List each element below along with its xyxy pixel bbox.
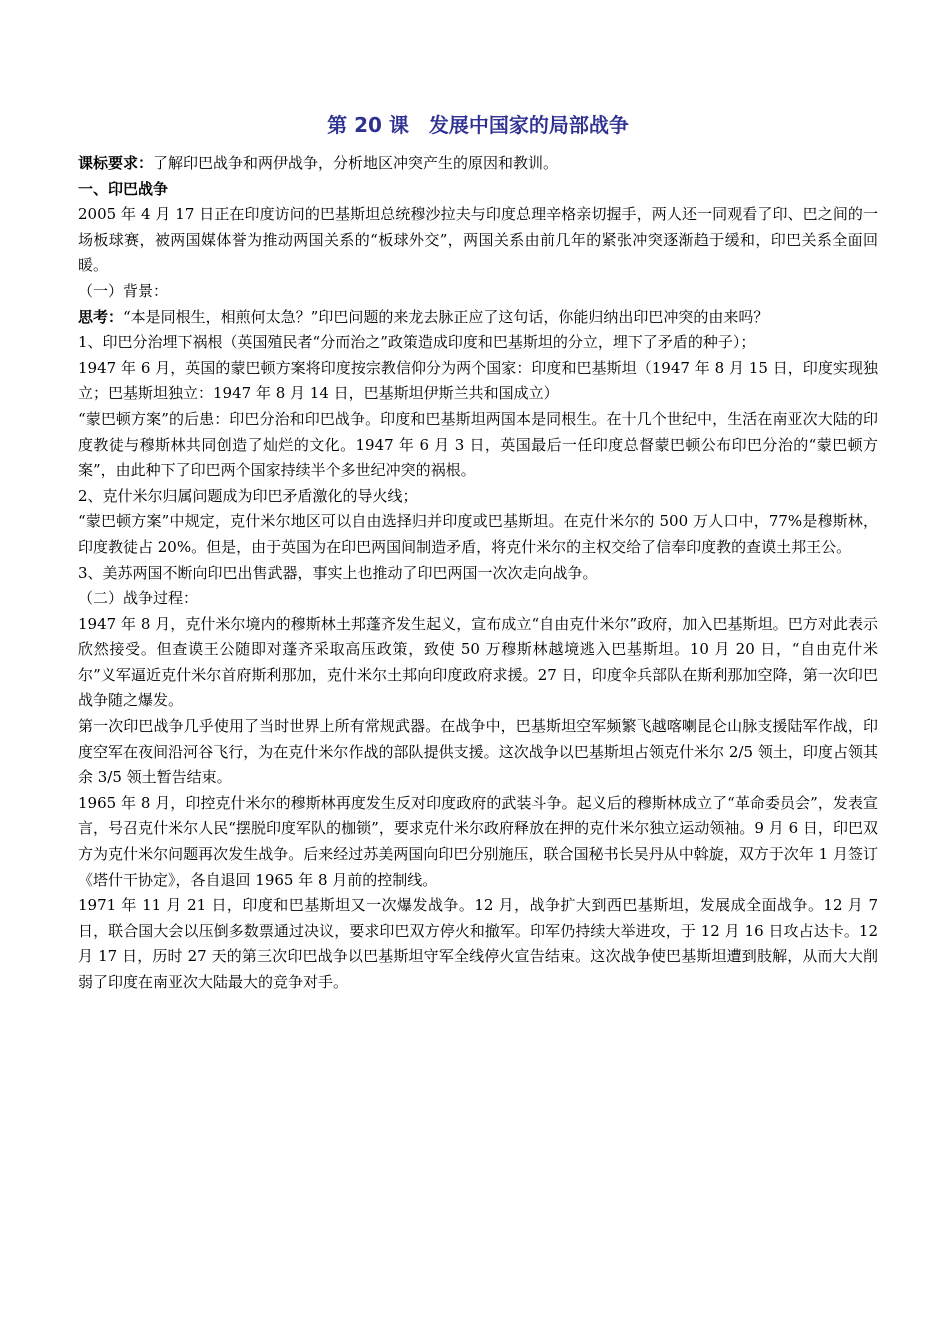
- war-3: 1971 年 11 月 21 日，印度和巴基斯坦又一次爆发战争。12 月，战争扩大到西巴基斯坦，发展成全面战争。12 月 7 日，联合国大会以压倒多数票通过决议，要求印巴双方停火和撤军。印军仍持续大举进攻，于 12 月 16 日攻占达卡。12 月 17 日，历时 27 天的第三次印巴战争以巴基斯坦守军全线停火宣告结束。这次战争使巴基斯坦遭到肢解，从而大大削弱了印度在南亚次大陆最大的竞争对手。: [78, 896, 878, 991]
- point-3: 3、美苏两国不断向印巴出售武器，事实上也推动了印巴两国一次次走向战争。: [78, 563, 598, 582]
- think-label: 思考：: [78, 307, 124, 326]
- point-1: 1、印巴分治埋下祸根（英国殖民者“分而治之”政策造成印度和巴基斯坦的分立，埋下了矛盾的种子）；: [78, 333, 756, 352]
- war-1-detail: 第一次印巴战争几乎使用了当时世界上所有常规武器。在战争中，巴基斯坦空军频繁飞越喀喇昆仑山脉支援陆军作战，印度空军在夜间沿河谷飞行，为在克什米尔作战的部队提供支援。这次战争以巴基斯坦占领克什米尔 2/5 领土，印度占领其余 3/5 领土暂告结束。: [78, 717, 878, 787]
- war-2: 1965 年 8 月，印控克什米尔的穆斯林再度发生反对印度政府的武装斗争。起义后的穆斯林成立了“革命委员会”，发表宣言，号召克什米尔人民“摆脱印度军队的枷锁”，要求克什米尔政府释放在押的克什米尔独立运动领袖。9 月 6 日，印巴双方为克什米尔问题再次发生战争。后来经过苏美两国向印巴分别施压，联合国秘书长吴丹从中斡旋，双方于次年 1 月签订《塔什干协定》，各自退回 1965 年 8 月前的控制线。: [78, 793, 878, 889]
- background-label: （一）背景：: [78, 281, 169, 300]
- requirement-label: 课标要求：: [78, 154, 154, 172]
- process-label: （二）战争过程：: [78, 589, 199, 608]
- point-1-consequence: “蒙巴顿方案”的后患：印巴分治和印巴战争。印度和巴基斯坦两国本是同根生。在十几个世纪中，生活在南亚次大陆的印度教徒与穆斯林共同创造了灿烂的文化。1947 年 6 月 3 日，英国最后一任印度总督蒙巴顿公布印巴分治的“蒙巴顿方案”，由此种下了印巴两个国家持续半个多世纪冲突的祸根。: [78, 409, 878, 480]
- war-1-start: 1947 年 8 月，克什米尔境内的穆斯林土邦蓬齐发生起义，宣布成立“自由克什米尔”政府，加入巴基斯坦。巴方对此表示欣然接受。但查谟王公随即对蓬齐采取高压政策，致使 50 万穆斯林越境逃入巴基斯坦。10 月 20 日，“自由克什米尔”义军逼近克什米尔首府斯利那加，克什米尔土邦向印度政府求援。27 日，印度伞兵部队在斯利那加空降，第一次印巴战争随之爆发。: [78, 614, 878, 710]
- think-text: “本是同根生，相煎何太急？”印巴问题的来龙去脉正应了这句话，你能归纳出印巴冲突的由来吗？: [123, 307, 769, 326]
- lesson-title: 第 20 课 发展中国家的局部战争: [327, 113, 629, 137]
- section-heading-india-pakistan-war: 一、印巴战争: [78, 179, 169, 198]
- requirement-text: 了解印巴战争和两伊战争，分析地区冲突产生的原因和教训。: [153, 154, 559, 172]
- document-page: [78, 110, 878, 996]
- intro-paragraph: 2005 年 4 月 17 日正在印度访问的巴基斯坦总统穆沙拉夫与印度总理辛格亲切握手，两人还一同观看了印、巴之间的一场板球赛，被两国媒体誉为推动两国关系的“板球外交”，两国关系由前几年的紧张冲突逐渐趋于缓和，印巴关系全面回暖。: [78, 205, 878, 275]
- curriculum-requirement: [78, 151, 878, 177]
- point-2-detail: “蒙巴顿方案”中规定，克什米尔地区可以自由选择归并印度或巴基斯坦。在克什米尔的 500 万人口中，77%是穆斯林，印度教徒占 20%。但是，由于英国为在印巴两国间制造矛盾，将克什米尔的主权交给了信奉印度教的查谟土邦王公。: [78, 512, 878, 556]
- point-2: 2、克什米尔归属问题成为印巴矛盾激化的导火线；: [78, 486, 418, 505]
- think-question: [78, 305, 878, 331]
- point-1-detail: 1947 年 6 月，英国的蒙巴顿方案将印度按宗教信仰分为两个国家：印度和巴基斯坦（1947 年 8 月 15 日，印度实现独立；巴基斯坦独立：1947 年 8 月 14 日，巴基斯坦伊斯兰共和国成立）: [78, 358, 878, 403]
